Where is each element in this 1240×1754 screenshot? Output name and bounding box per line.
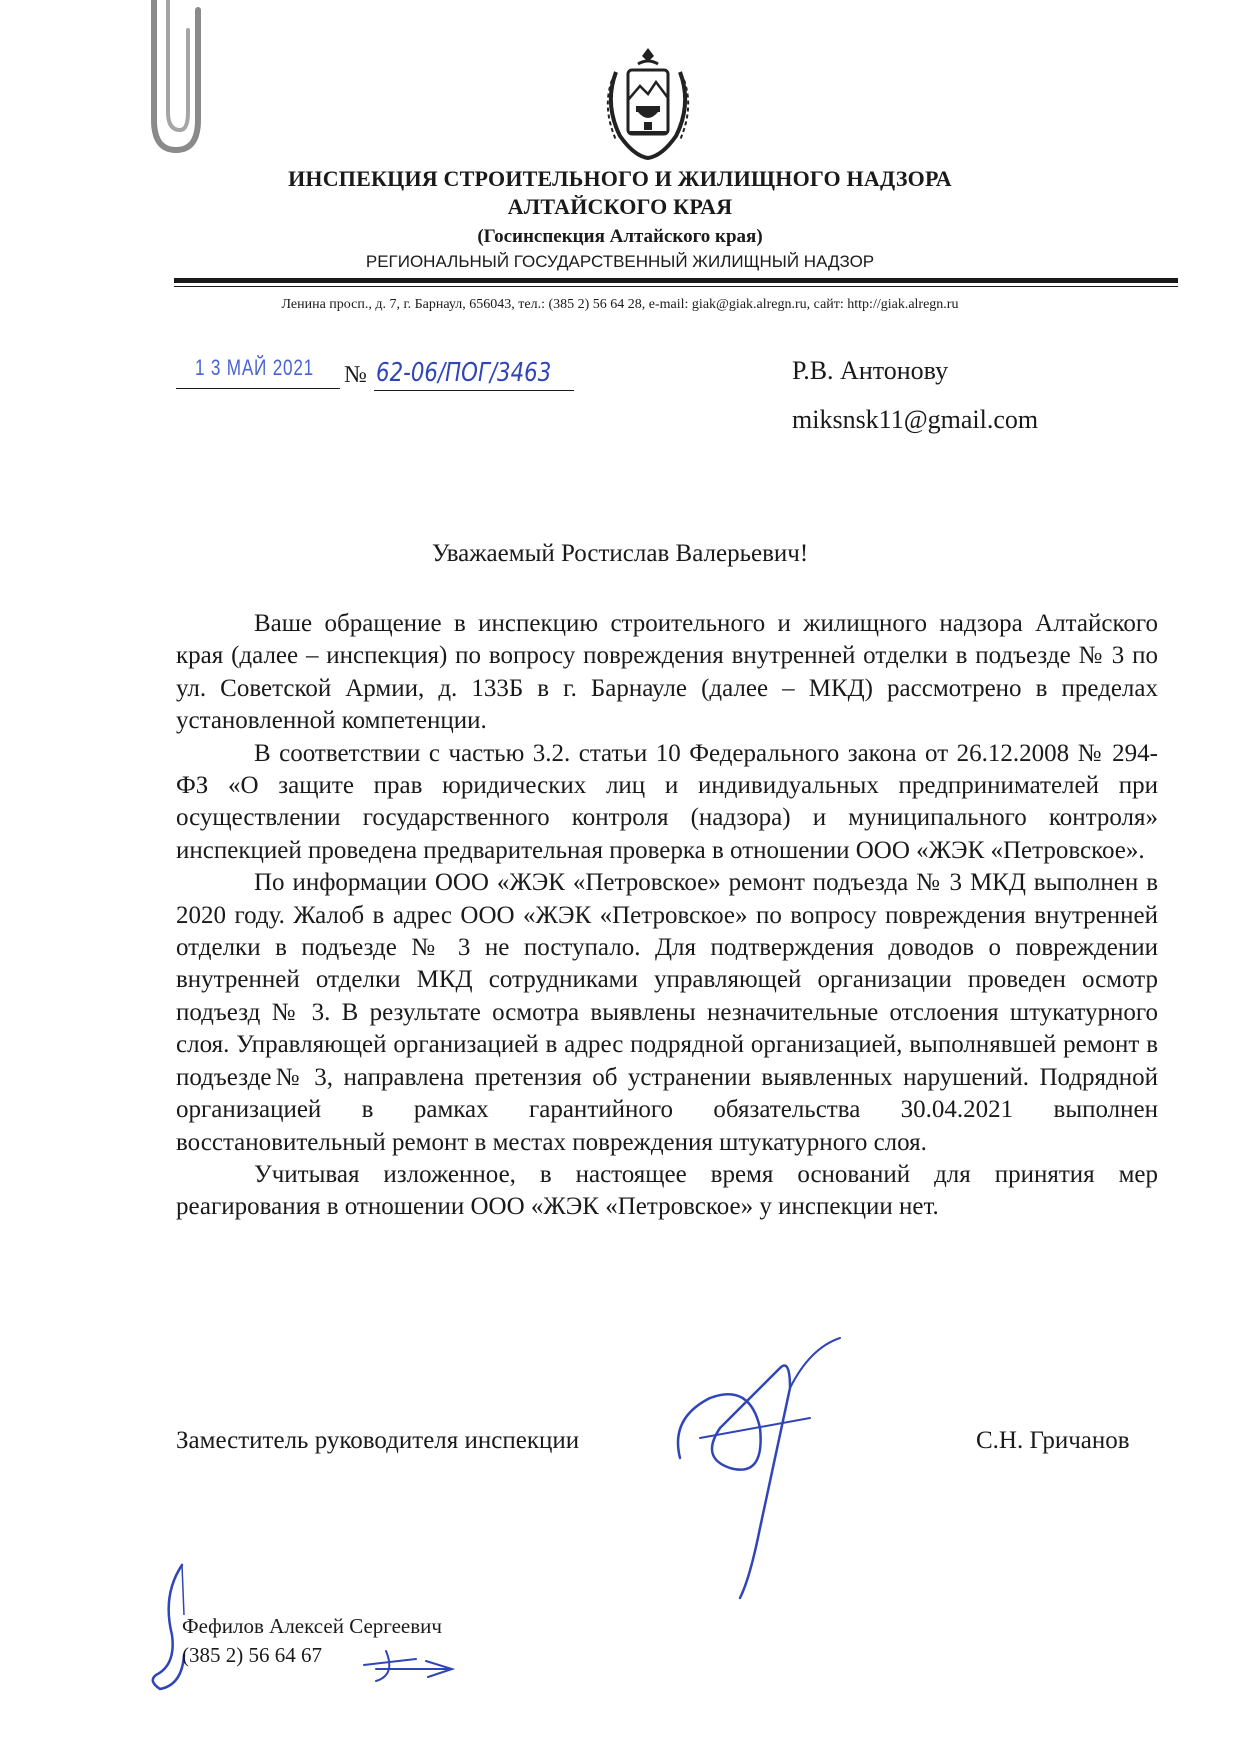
header-divider-thick	[174, 278, 1178, 283]
greeting: Уважаемый Ростислав Валерьевич!	[431, 540, 809, 567]
recipient-email: miksnsk11@gmail.com	[792, 405, 1039, 434]
org-title-line2: АЛТАЙСКОГО КРАЯ	[507, 194, 733, 219]
registration-number-underline	[374, 390, 574, 391]
org-short-name: (Госинспекция Алтайского края)	[477, 226, 763, 247]
executor-phone: (385 2) 56 64 67	[182, 1643, 322, 1667]
letter-paragraph-3: По информации ООО «ЖЭК «Петровское» ремонт подъезда № 3 МКД выполнен в 2020 году. Жалоб в адрес ООО «ЖЭК «Петровское» по вопросу повреждения внутренней отделки в подъезде № 3 не поступало. Для подтверждения доводов о повреждении внутренней отделки МКД сотрудниками управляющей организации проведен осмотр подъезд № 3. В результате осмотра выявлены незначительные отслоения штукатурного слоя. Управляющей организацией в адрес подрядной организацией, выполнявшей ремонт в подъезде№ 3, направлена претензия об устранении выявленных нарушений. Подрядной организацией в рамках гарантийного обязательства 30.04.2021 выполнен восстановительный ремонт в местах повреждения штукатурного слоя.	[176, 869, 1158, 1156]
letter-paragraph-4: Учитывая изложенное, в настоящее время оснований для принятия мер реагирования в отношении ООО «ЖЭК «Петровское» у инспекции нет.	[176, 1160, 1158, 1221]
executor-name: Фефилов Алексей Сергеевич	[182, 1614, 442, 1638]
registration-number-sign: №	[344, 362, 367, 388]
executor-initials-icon	[356, 1645, 456, 1685]
registration-date-stamp: 1 3 МАЙ 2021	[195, 355, 314, 380]
signatory-position: Заместитель руководителя инспекции	[176, 1427, 580, 1454]
signatory-name: С.Н. Гричанов	[976, 1427, 1130, 1454]
altai-coat-of-arms-icon	[598, 44, 698, 162]
org-nadzor-title: РЕГИОНАЛЬНЫЙ ГОСУДАРСТВЕННЫЙ ЖИЛИЩНЫЙ НАДЗОР	[365, 252, 875, 271]
header-divider-thin	[174, 286, 1178, 287]
paper-clip-icon	[132, 0, 218, 160]
letter-paragraph-1: Ваше обращение в инспекцию строительного и жилищного надзора Алтайского края (далее – инспекция) по вопросу повреждения внутренней отделки в подъезде № 3 по ул. Советской Армии, д. 133Б в г. Барнауле (далее – МКД) рассмотрено в пределах установленной компетенции.	[176, 610, 1158, 735]
letter-paragraph-2: В соответствии с частью 3.2. статьи 10 Федерального закона от 26.12.2008 № 294-ФЗ «О защите прав юридических лиц и индивидуальных предпринимателей при осуществлении государственного контроля (надзора) и муниципального контроля» инспекцией проведена предварительная проверка в отношении ООО «ЖЭК «Петровское».	[176, 739, 1158, 864]
handwritten-signature-icon	[640, 1328, 910, 1608]
org-title-line1: ИНСПЕКЦИЯ СТРОИТЕЛЬНОГО И ЖИЛИЩНОГО НАДЗОРА	[288, 166, 952, 191]
registration-date-underline	[176, 388, 340, 389]
recipient-name: Р.В. Антонову	[792, 356, 949, 385]
org-contacts: Ленина просп., д. 7, г. Барнаул, 656043, тел.: (385 2) 56 64 28, e-mail: giak@giak.alregn.ru, сайт: http://giak.alregn.ru	[281, 297, 959, 312]
registration-number: 62-06/ПОГ/3463	[376, 358, 552, 388]
letter-body	[176, 608, 1158, 1224]
